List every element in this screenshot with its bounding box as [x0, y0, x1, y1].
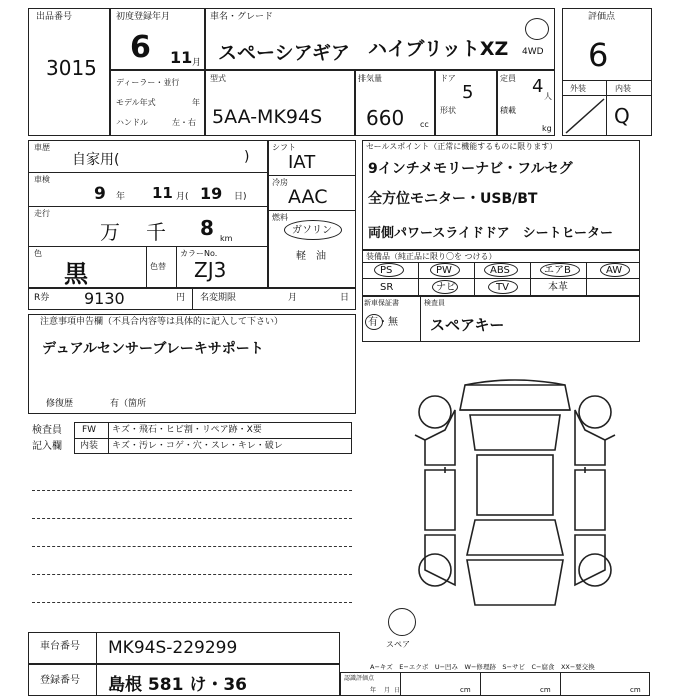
recycle-label: R券 [34, 293, 50, 303]
mileage-sen: 千 [146, 220, 166, 244]
equip-mark-abs [484, 263, 518, 277]
inspector-side-label2: 記入欄 [32, 441, 62, 452]
br-cm3: cm [630, 686, 641, 694]
br-cm1: cm [460, 686, 471, 694]
ownership-label: 名変期限 [200, 293, 237, 303]
equip-leather: 本革 [548, 282, 568, 293]
first-reg-month: 11 [170, 48, 193, 67]
check-interior-label: 内装 [80, 441, 99, 451]
insp-day-unit: 日) [234, 192, 247, 202]
interior-score: Q [614, 104, 630, 128]
exterior-slash [564, 97, 606, 135]
chassis-label: 車台番号 [40, 641, 80, 652]
spare-label: スペア [386, 640, 410, 649]
equip-abs: ABS [490, 265, 510, 276]
shift-line1 [268, 175, 356, 176]
shift-label: シフト [272, 143, 296, 152]
equip-sr: SR [380, 282, 394, 293]
history-label: 車歴 [34, 143, 50, 152]
handle-label: ハンドル [116, 118, 148, 127]
notes-box [28, 314, 356, 414]
info-line1 [28, 172, 268, 173]
type-label: 型式 [210, 74, 226, 83]
info-vline [146, 246, 147, 288]
shift-line2 [268, 210, 356, 211]
br-v2 [480, 672, 481, 696]
equip-pw: PW [436, 265, 452, 276]
recycle-vline [192, 288, 193, 310]
sales-line1: 9インチメモリーナビ・フルセグ [368, 161, 573, 177]
spare-tire-circle [388, 608, 416, 636]
write-line-3 [32, 546, 352, 547]
equip-airbag: エアB [544, 265, 571, 276]
info-line3 [28, 246, 268, 247]
eval-label: 評価点 [588, 12, 616, 22]
equip-mark-tv [488, 280, 518, 294]
shift-value: IAT [288, 152, 316, 173]
eval-score: 6 [588, 36, 609, 74]
color-code-label: カラーNo. [180, 249, 218, 258]
write-line-2 [32, 518, 352, 519]
first-reg-month-unit: 月 [192, 58, 202, 68]
insp-year: 9 [94, 184, 106, 204]
inspector-side-label1: 検査員 [32, 425, 62, 436]
info-vline2 [176, 246, 177, 288]
insp-day: 19 [200, 184, 223, 203]
doors-label: ドア [440, 74, 456, 83]
equip-line2 [362, 278, 640, 279]
write-line-4 [32, 574, 352, 575]
reg-label: 登録番号 [40, 675, 80, 686]
br-label-3: 日 [394, 687, 401, 694]
displacement-label: 排気量 [358, 74, 382, 83]
check-vline [108, 422, 109, 454]
color-label: 色 [34, 249, 42, 258]
equip-mark-airbag [540, 263, 580, 277]
notes-label: 注意事項申告欄（不具合内容等は具体的に記入して下さい） [40, 317, 284, 327]
fuel-alt: 軽 油 [296, 251, 326, 262]
model-code: 5AA-MK94S [212, 106, 323, 128]
equip-mark-pw [430, 263, 460, 277]
insp-year-unit: 年 [116, 192, 126, 202]
capacity-label: 定員 [500, 74, 516, 83]
write-line-5 [32, 602, 352, 603]
warranty-label: 新車保証書 [364, 299, 399, 307]
color-value: 黒 [64, 260, 88, 288]
drive-circle [525, 18, 549, 40]
br-label-0: 認識評価点 [344, 675, 375, 682]
dealer-label: ディーラー・並行 [116, 78, 180, 87]
sales-line3: 両側パワースライドドア シートヒーター [368, 226, 614, 241]
br-cm2: cm [540, 686, 551, 694]
mileage-man: 万 [100, 220, 120, 244]
chassis-value: MK94S-229299 [108, 638, 238, 658]
displacement: 660 [366, 106, 405, 130]
capacity-unit: 人 [544, 92, 552, 101]
equip-aw: AW [606, 265, 623, 276]
inspector-label: 検査員 [424, 299, 445, 307]
exterior-label: 外装 [570, 84, 586, 93]
write-line-1 [32, 490, 352, 491]
check-interior-items: キズ・汚レ・コゲ・穴・スレ・キレ・破レ [112, 441, 283, 451]
notes-text: デュアルセンサーブレーキサポート [42, 341, 264, 357]
color-change-label: 色替 [150, 262, 166, 271]
eval-vdivider [606, 80, 607, 136]
fuel-value: ガソリン [292, 225, 332, 236]
kg-unit: kg [542, 124, 552, 133]
check-line [74, 438, 352, 439]
mileage-label: 走行 [34, 209, 50, 218]
color-code: ZJ3 [194, 258, 227, 282]
equip-mark-aw [600, 263, 630, 277]
ac-label: 冷房 [272, 178, 288, 187]
damage-legend: A−キズ E−エクボ U−凹み W−修理跡 S−サビ C−腐食 XX−要交換 [370, 663, 595, 671]
equip-ps: PS [380, 265, 393, 276]
equip-v4 [586, 262, 587, 296]
first-reg-year: 6 [130, 30, 151, 65]
equip-mark-ps [374, 263, 404, 277]
eval-divider2 [562, 95, 652, 96]
inspector-value: スペアキー [430, 316, 505, 334]
mileage-km: km [220, 234, 233, 243]
reg-value: 島根 581 け・36 [108, 675, 247, 695]
insp-month: 11 [152, 184, 173, 202]
ownership-day: 日 [340, 293, 350, 303]
lot-label: 出品番号 [36, 12, 73, 22]
model-year-label: モデル年式 [116, 98, 156, 107]
warranty-value: 有・無 [368, 317, 398, 328]
warranty-vline [420, 296, 421, 342]
equip-tv: TV [496, 282, 509, 293]
car-diagram [405, 370, 625, 625]
equip-v3 [530, 262, 531, 296]
shape-label: 形状 [440, 106, 456, 115]
doors-value: 5 [462, 82, 474, 103]
br-v1 [400, 672, 401, 696]
br-label-1: 年 [370, 687, 377, 694]
equipment-label: 装備品（純正品に限り〇を つける） [366, 252, 497, 261]
cc-unit: cc [420, 120, 429, 129]
equip-v1 [418, 262, 419, 296]
history-close: ) [244, 149, 250, 165]
first-reg-label: 初度登録年月 [116, 12, 171, 22]
sales-label: セールスポイント（正常に機能するものに限ります） [366, 142, 558, 151]
equip-navi: ナビ [436, 282, 456, 293]
handle-opts: 左・右 [172, 118, 196, 127]
warranty-circle [365, 314, 383, 330]
repair-value: 有（箇所 [110, 399, 147, 409]
insp-month-unit: 月( [176, 192, 189, 202]
fuel-label: 燃料 [272, 213, 288, 222]
car-name: スペーシアギア [218, 42, 350, 64]
equip-mark-navi [432, 280, 458, 294]
car-grade: ハイブリットXZ [368, 38, 509, 60]
capacity-value: 4 [532, 76, 544, 97]
model-year-unit: 年 [192, 98, 200, 107]
drive-label: 4WD [522, 47, 544, 57]
eval-divider [562, 80, 652, 81]
sales-line2: 全方位モニター・USB/BT [368, 191, 538, 207]
repair-label: 修復歴 [46, 399, 74, 409]
interior-label: 内装 [615, 84, 631, 93]
inspection-label: 車検 [34, 175, 50, 184]
info-line2 [28, 206, 268, 207]
equip-v2 [474, 262, 475, 296]
car-name-label: 車名・グレード [210, 12, 274, 22]
load-label: 積載 [500, 106, 516, 115]
recycle-value: 9130 [84, 289, 125, 308]
br-label-2: 月 [384, 687, 391, 694]
fw-items: キズ・飛石・ヒビ割・リペア跡・X要 [112, 425, 262, 435]
br-v3 [560, 672, 561, 696]
history-value: 自家用( [72, 152, 120, 168]
recycle-yen: 円 [176, 293, 186, 303]
mileage-value: 8 [200, 216, 214, 240]
ac-value: AAC [288, 186, 328, 208]
ownership-month: 月 [288, 293, 298, 303]
lot-number: 3015 [46, 56, 97, 80]
fw-label: FW [82, 425, 97, 435]
